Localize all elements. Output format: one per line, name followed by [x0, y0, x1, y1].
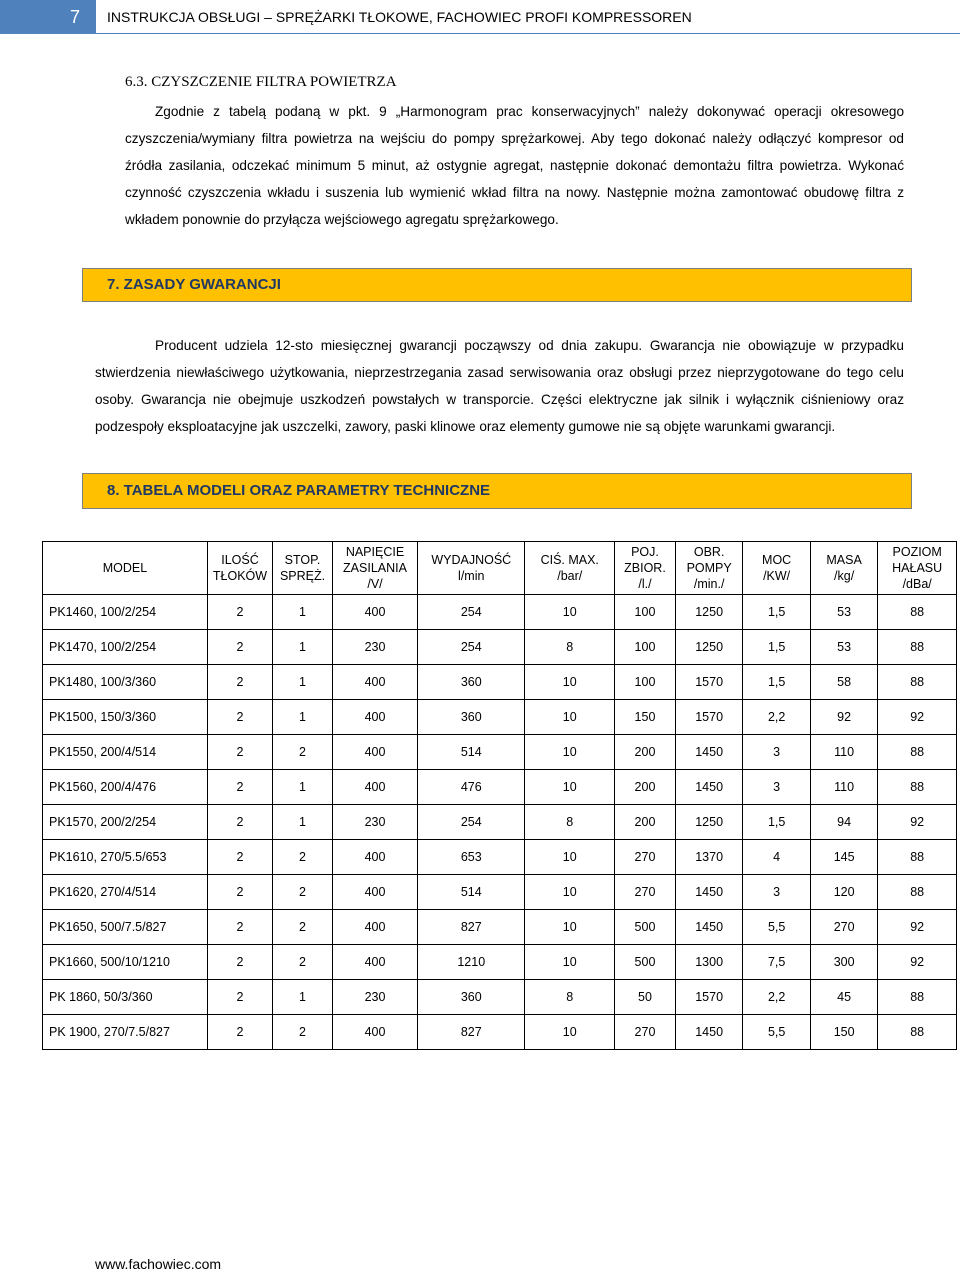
table-cell: 110 [810, 735, 877, 770]
table-cell: 1570 [675, 980, 742, 1015]
table-row [43, 980, 957, 1015]
table-cell: 360 [418, 980, 525, 1015]
table-cell: 1450 [675, 770, 742, 805]
table-cell: 92 [810, 700, 877, 735]
column-header-text: HAŁASU [892, 561, 943, 575]
footer-url: www.fachowiec.com [95, 1256, 222, 1272]
table-cell: 10 [525, 945, 615, 980]
table-cell: 2 [207, 770, 272, 805]
table-cell: 200 [615, 770, 676, 805]
table-cell: 500 [615, 910, 676, 945]
table-cell: 270 [615, 875, 676, 910]
table-cell: 200 [615, 805, 676, 840]
column-header [43, 542, 208, 595]
table-cell: 400 [332, 1015, 417, 1050]
table-cell: 500 [615, 945, 676, 980]
table-cell: 254 [418, 595, 525, 630]
table-cell: 110 [810, 770, 877, 805]
column-header-text: /kg/ [834, 569, 855, 583]
table-cell: 2,2 [743, 700, 810, 735]
paragraph-line: stwierdzenia niewłaściwego użytkowania, nieprzestrzegania zasad serwisowania oraz obsługi przez nieprzygotowane do tego celu [95, 365, 904, 380]
table-cell: 92 [878, 700, 957, 735]
table-cell: 88 [878, 630, 957, 665]
table-cell: 1450 [675, 735, 742, 770]
table-row [43, 875, 957, 910]
table-cell: 150 [810, 1015, 877, 1050]
page-number: 7 [0, 0, 96, 34]
column-header-text: MASA [826, 553, 862, 567]
table-cell: 1570 [675, 665, 742, 700]
section-7-heading-bar [82, 268, 912, 302]
page-header [0, 0, 960, 34]
table-cell: 10 [525, 700, 615, 735]
table-cell: 92 [878, 910, 957, 945]
section-8-heading-bar [82, 473, 912, 509]
table-cell: 2 [207, 700, 272, 735]
table-cell: 92 [878, 945, 957, 980]
column-header-text: /min./ [693, 577, 725, 591]
model-cell: PK1460, 100/2/254 [43, 595, 208, 630]
table-row [43, 630, 957, 665]
table-cell: 1370 [675, 840, 742, 875]
table-cell: 88 [878, 1015, 957, 1050]
table-cell: 827 [418, 910, 525, 945]
table-cell: 2 [273, 945, 333, 980]
table-cell: 230 [332, 805, 417, 840]
table-cell: 2 [273, 910, 333, 945]
table-cell: 1 [273, 595, 333, 630]
column-header-text: STOP. [284, 553, 321, 567]
column-header-text: /KW/ [763, 569, 791, 583]
column-header [273, 542, 333, 595]
column-header [675, 542, 742, 595]
table-cell: 100 [615, 595, 676, 630]
column-header-text: OBR. [693, 545, 725, 559]
table-row [43, 910, 957, 945]
table-cell: 514 [418, 875, 525, 910]
paragraph-line: źródła zasilania, odczekać minimum 5 minut, aż ostygnie agregat, następnie dokonać demontażu filtra powietrza. Wykonać [125, 158, 904, 173]
table-cell: 10 [525, 595, 615, 630]
table-cell: 2 [207, 840, 272, 875]
table-cell: 53 [810, 595, 877, 630]
section-6-3-title: 6.3. CZYSZCZENIE FILTRA POWIETRZA [125, 74, 397, 90]
table-cell: 145 [810, 840, 877, 875]
table-cell: 5,5 [743, 910, 810, 945]
table-cell: 2 [207, 735, 272, 770]
table-cell: 2 [207, 945, 272, 980]
table-cell: 58 [810, 665, 877, 700]
table-row [43, 1015, 957, 1050]
table-cell: 1250 [675, 805, 742, 840]
table-cell: 1 [273, 665, 333, 700]
model-cell: PK1500, 150/3/360 [43, 700, 208, 735]
section-6-3-paragraph [125, 98, 904, 233]
table-cell: 1 [273, 770, 333, 805]
table-cell: 3 [743, 875, 810, 910]
table-row [43, 700, 957, 735]
table-cell: 2 [207, 980, 272, 1015]
paragraph-line: podzespoły eksploatacyjne jak uszczelki, zawory, paski klinowe oraz elementy gumowe nie są objęte warunkami gwarancji. [95, 419, 836, 434]
table-cell: 400 [332, 735, 417, 770]
table-cell: 53 [810, 630, 877, 665]
table-cell: 10 [525, 910, 615, 945]
table-cell: 8 [525, 805, 615, 840]
specs-table [42, 541, 957, 1050]
column-header-text: TŁOKÓW [212, 569, 268, 583]
column-header-text: /dBa/ [902, 577, 932, 591]
table-cell: 1 [273, 700, 333, 735]
table-cell: 150 [615, 700, 676, 735]
column-header [743, 542, 810, 595]
table-cell: 2 [207, 805, 272, 840]
table-row [43, 840, 957, 875]
table-cell: 3 [743, 735, 810, 770]
table-cell: 400 [332, 770, 417, 805]
table-cell: 100 [615, 665, 676, 700]
column-header [878, 542, 957, 595]
model-cell: PK1480, 100/3/360 [43, 665, 208, 700]
table-cell: 400 [332, 700, 417, 735]
table-cell: 8 [525, 980, 615, 1015]
column-header [418, 542, 525, 595]
table-row [43, 770, 957, 805]
table-cell: 270 [615, 1015, 676, 1050]
table-cell: 1450 [675, 875, 742, 910]
table-cell: 1,5 [743, 665, 810, 700]
table-cell: 120 [810, 875, 877, 910]
model-cell: PK1650, 500/7.5/827 [43, 910, 208, 945]
column-header-text: ZASILANIA [343, 561, 407, 575]
table-cell: 230 [332, 630, 417, 665]
table-cell: 45 [810, 980, 877, 1015]
column-header-text: /bar/ [557, 569, 583, 583]
column-header-text: NAPIĘCIE [345, 545, 405, 559]
table-cell: 88 [878, 735, 957, 770]
model-cell: PK 1900, 270/7.5/827 [43, 1015, 208, 1050]
header-rule [96, 33, 960, 34]
table-cell: 50 [615, 980, 676, 1015]
table-cell: 2 [273, 735, 333, 770]
column-header-text: l/min [458, 569, 485, 583]
model-cell: PK1620, 270/4/514 [43, 875, 208, 910]
table-cell: 7,5 [743, 945, 810, 980]
table-cell: 2 [207, 1015, 272, 1050]
column-header-text: /l./ [638, 577, 652, 591]
model-cell: PK1470, 100/2/254 [43, 630, 208, 665]
table-cell: 400 [332, 945, 417, 980]
section-8-title: 8. TABELA MODELI ORAZ PARAMETRY TECHNICZNE [107, 482, 491, 499]
table-cell: 270 [615, 840, 676, 875]
table-cell: 653 [418, 840, 525, 875]
model-cell: PK 1860, 50/3/360 [43, 980, 208, 1015]
table-row [43, 665, 957, 700]
table-cell: 1 [273, 805, 333, 840]
section-7-title: 7. ZASADY GWARANCJI [107, 276, 281, 293]
table-cell: 400 [332, 910, 417, 945]
table-cell: 1450 [675, 910, 742, 945]
table-cell: 400 [332, 665, 417, 700]
table-cell: 10 [525, 840, 615, 875]
table-cell: 300 [810, 945, 877, 980]
warranty-paragraph [95, 332, 904, 440]
table-cell: 2 [273, 840, 333, 875]
model-cell: PK1550, 200/4/514 [43, 735, 208, 770]
column-header [615, 542, 676, 595]
table-cell: 92 [878, 805, 957, 840]
table-cell: 4 [743, 840, 810, 875]
column-header [525, 542, 615, 595]
table-cell: 10 [525, 665, 615, 700]
table-cell: 88 [878, 840, 957, 875]
table-cell: 88 [878, 875, 957, 910]
paragraph-line: Producent udziela 12-sto miesięcznej gwarancji począwszy od dnia zakupu. Gwarancja nie obowiązuje w przypadku [155, 338, 904, 353]
table-cell: 1450 [675, 1015, 742, 1050]
model-cell: PK1560, 200/4/476 [43, 770, 208, 805]
table-cell: 1570 [675, 700, 742, 735]
column-header-text: ZBIOR. [624, 561, 666, 575]
table-cell: 2 [207, 875, 272, 910]
table-row [43, 735, 957, 770]
table-cell: 2 [273, 875, 333, 910]
table-cell: 100 [615, 630, 676, 665]
table-cell: 1300 [675, 945, 742, 980]
table-cell: 360 [418, 665, 525, 700]
paragraph-line: Zgodnie z tabelą podaną w pkt. 9 „Harmonogram prac konserwacyjnych” należy dokonywać operacji okresowego [155, 104, 904, 119]
table-row [43, 945, 957, 980]
table-cell: 88 [878, 980, 957, 1015]
table-cell: 2 [207, 910, 272, 945]
column-header-text: POJ. [631, 545, 659, 559]
table-cell: 254 [418, 630, 525, 665]
column-header-text: /V/ [367, 577, 383, 591]
paragraph-line: wkładem ponownie do przyłącza wejściowego agregatu sprężarkowego. [125, 212, 559, 227]
table-cell: 400 [332, 595, 417, 630]
paragraph-line: czyszczenia/wymiany filtra powietrza na wejściu do pompy sprężarkowej. Aby tego dokonać należy odłączyć kompresor od [125, 131, 904, 146]
column-header-text: SPRĘŻ. [279, 569, 326, 583]
table-cell: 2 [273, 1015, 333, 1050]
table-cell: 2,2 [743, 980, 810, 1015]
table-cell: 200 [615, 735, 676, 770]
column-header-text: MODEL [102, 561, 148, 575]
table-cell: 88 [878, 595, 957, 630]
table-cell: 360 [418, 700, 525, 735]
table-cell: 400 [332, 875, 417, 910]
table-cell: 1210 [418, 945, 525, 980]
column-header-text: MOC [762, 553, 792, 567]
model-cell: PK1570, 200/2/254 [43, 805, 208, 840]
table-cell: 254 [418, 805, 525, 840]
table-cell: 10 [525, 735, 615, 770]
table-cell: 88 [878, 770, 957, 805]
table-cell: 1 [273, 980, 333, 1015]
table-cell: 2 [207, 665, 272, 700]
column-header [332, 542, 417, 595]
table-cell: 2 [207, 630, 272, 665]
paragraph-line: osoby. Gwarancja nie obejmuje uszkodzeń powstałych w transporcie. Części elektryczne jak silnik i wyłącznik ciśnieniowy oraz [95, 392, 904, 407]
column-header-text: WYDAJNOŚĆ [431, 553, 512, 567]
table-cell: 827 [418, 1015, 525, 1050]
table-cell: 10 [525, 1015, 615, 1050]
column-header-text: POZIOM [892, 545, 942, 559]
document-title: INSTRUKCJA OBSŁUGI – SPRĘŻARKI TŁOKOWE, FACHOWIEC PROFI KOMPRESSOREN [107, 9, 692, 25]
model-cell: PK1660, 500/10/1210 [43, 945, 208, 980]
table-cell: 270 [810, 910, 877, 945]
column-header [207, 542, 272, 595]
table-cell: 94 [810, 805, 877, 840]
column-header-text: POMPY [686, 561, 732, 575]
table-cell: 1,5 [743, 630, 810, 665]
table-cell: 5,5 [743, 1015, 810, 1050]
table-cell: 8 [525, 630, 615, 665]
table-cell: 88 [878, 665, 957, 700]
table-row [43, 805, 957, 840]
table-cell: 2 [207, 595, 272, 630]
table-cell: 1250 [675, 595, 742, 630]
table-cell: 230 [332, 980, 417, 1015]
table-cell: 514 [418, 735, 525, 770]
table-cell: 10 [525, 770, 615, 805]
column-header-text: CIŚ. MAX. [540, 553, 599, 567]
table-cell: 3 [743, 770, 810, 805]
table-header-row [43, 542, 957, 595]
table-row [43, 595, 957, 630]
table-cell: 400 [332, 840, 417, 875]
table-cell: 10 [525, 875, 615, 910]
table-cell: 1,5 [743, 595, 810, 630]
column-header [810, 542, 877, 595]
table-cell: 1,5 [743, 805, 810, 840]
column-header-text: ILOŚĆ [221, 553, 259, 567]
table-cell: 476 [418, 770, 525, 805]
table-cell: 1250 [675, 630, 742, 665]
table-cell: 1 [273, 630, 333, 665]
paragraph-line: czynność czyszczenia wkładu i suszenia lub wymienić wkład filtra na nowy. Następnie można zamontować obudowę filtra z [125, 185, 904, 200]
model-cell: PK1610, 270/5.5/653 [43, 840, 208, 875]
